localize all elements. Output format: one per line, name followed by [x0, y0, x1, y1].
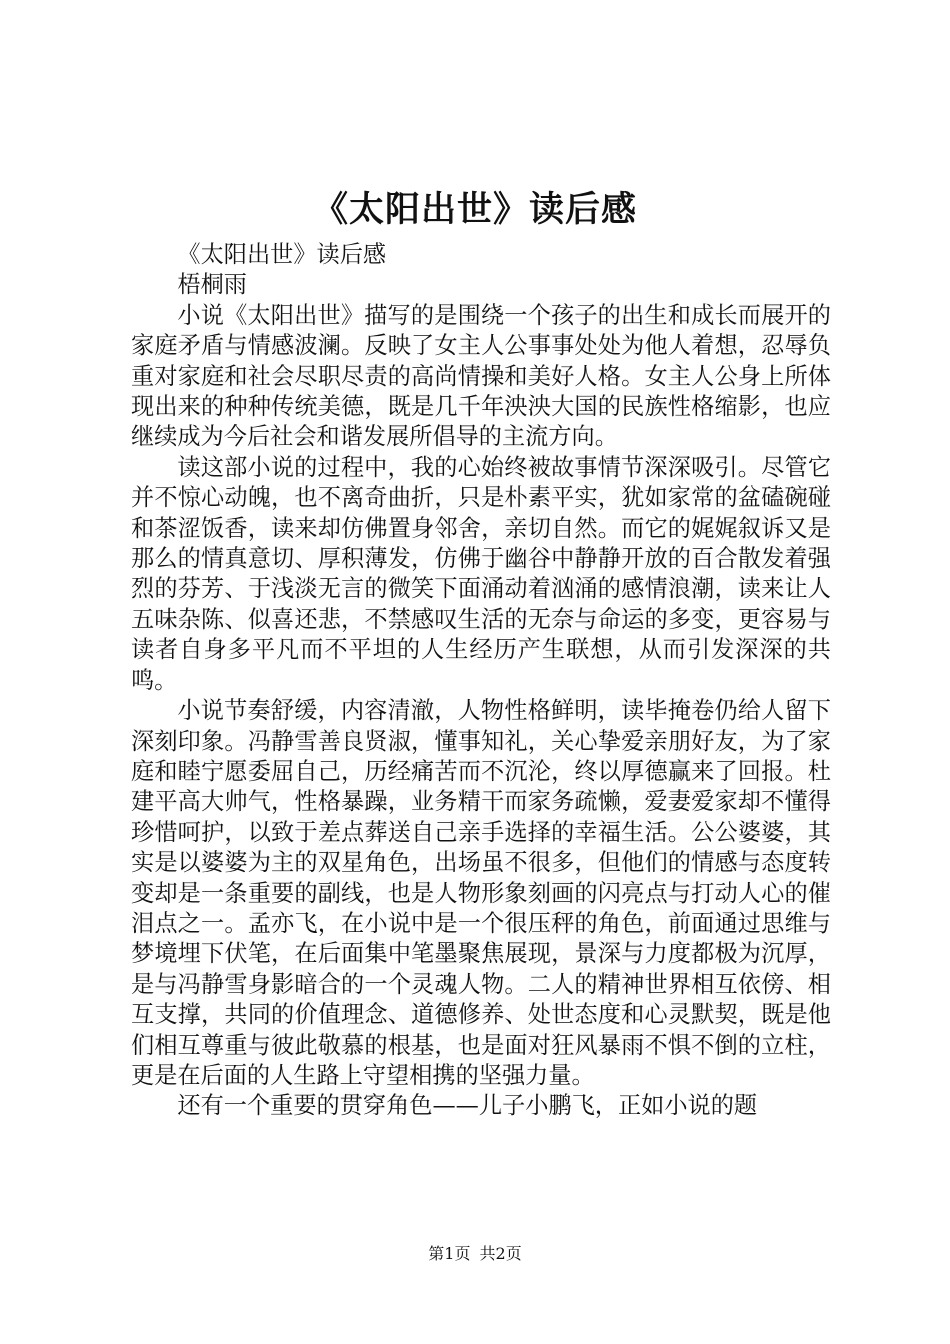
paragraph: 还有一个重要的贯穿角色——儿子小鹏飞，正如小说的题 — [177, 1092, 758, 1120]
page-number: 第1页 — [428, 1244, 471, 1263]
document-title: 《太阳出世》读后感 — [312, 189, 637, 230]
author-line: 梧桐雨 — [177, 271, 247, 299]
subtitle-line: 《太阳出世》读后感 — [177, 241, 387, 268]
page-footer — [0, 1243, 950, 1265]
document-body — [131, 240, 831, 1122]
paragraph: 小说节奏舒缓，内容清澈，人物性格鲜明，读毕掩卷仍给人留下深刻印象。冯静雪善良贤淑，懂事知礼，关心挚爱亲朋好友，为了家庭和睦宁愿委屈自己，历经痛苦而不沉沦，终以厚德赢来了回报。杜建平高大帅气，性格暴躁，业务精干而家务疏懒，爱妻爱家却不懂得珍惜呵护，以致于差点葬送自己亲手选择的幸福生活。公公婆婆，其实是以婆婆为主的双星角色，出场虽不很多，但他们的情感与态度转变却是一条重要的副线，也是人物形象刻画的闪亮点与打动人心的催泪点之一。孟亦飞，在小说中是一个很压秤的角色，前面通过思维与梦境埋下伏笔，在后面集中笔墨聚焦展现，景深与力度都极为沉厚，是与冯静雪身影暗合的一个灵魂人物。二人的精神世界相互依傍、相互支撑，共同的价值理念、道德修养、处世态度和心灵默契，既是他们相互尊重与彼此敬慕的根基，也是面对狂风暴雨不惧不倒的立柱，更是在后面的人生路上守望相携的坚强力量。 — [131, 697, 831, 1089]
paragraph: 小说《太阳出世》描写的是围绕一个孩子的出生和成长而展开的家庭矛盾与情感波澜。反映了女主人公事事处处为他人着想，忍辱负重对家庭和社会尽职尽责的高尚情操和美好人格。女主人公身上所体现出来的种种传统美德，既是几千年泱泱大国的民族性格缩影，也应继续成为今后社会和谐发展所倡导的主流方向。 — [131, 301, 831, 451]
paragraph: 读这部小说的过程中，我的心始终被故事情节深深吸引。尽管它并不惊心动魄，也不离奇曲折，只是朴素平实，犹如家常的盆磕碗碰和茶涩饭香，读来却仿佛置身邻舍，亲切自然。而它的娓娓叙诉又是那么的情真意切、厚积薄发，仿佛于幽谷中静静开放的百合散发着强烈的芬芳、于浅淡无言的微笑下面涌动着汹涌的感情浪潮，读来让人五味杂陈、似喜还悲，不禁感叹生活的无奈与命运的多变，更容易与读者自身多平凡而不平坦的人生经历产生联想，从而引发深深的共鸣。 — [131, 453, 831, 694]
page-total: 共2页 — [479, 1244, 522, 1263]
